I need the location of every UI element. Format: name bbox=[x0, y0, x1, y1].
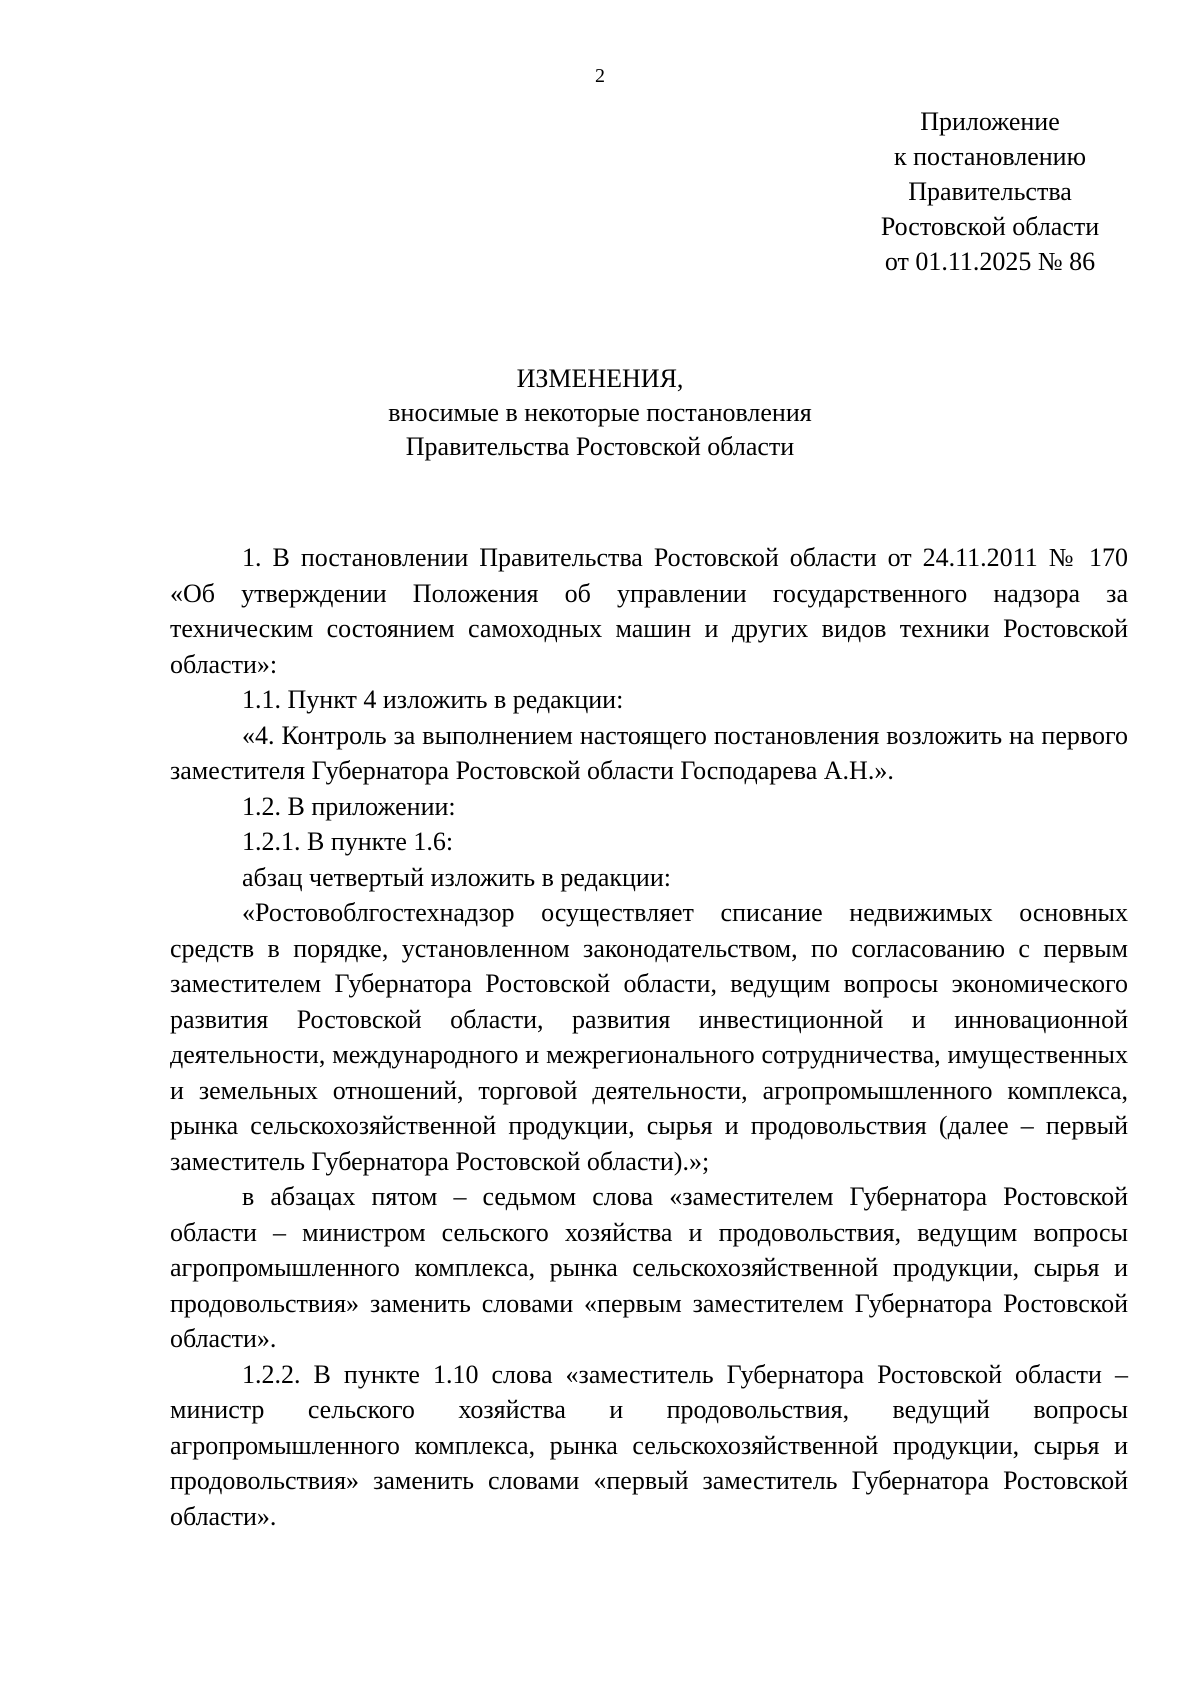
document-heading bbox=[0, 362, 1200, 464]
appendix-date-number: от 01.11.2025 № 86 bbox=[884, 247, 1096, 276]
appendix-title: Приложение bbox=[920, 107, 1060, 136]
document-subtitle: вносимые в некоторые постановления bbox=[388, 398, 812, 427]
paragraph: 1.2.1. В пункте 1.6: bbox=[242, 827, 454, 856]
paragraph: 1.2.2. В пункте 1.10 слова «заместитель Губернатора Ростовской области – министр сельского хозяйства и продовольствия, ведущий вопросы агропромышленного комплекса, рынка сельскохозяйственной продукции, сырья и продовольствия» заменить словами «первый заместитель Губернатора Ростовской области». bbox=[170, 1359, 1128, 1531]
paragraph: 1.2. В приложении: bbox=[242, 791, 456, 821]
paragraph: абзац четвертый изложить в редакции: bbox=[242, 862, 671, 892]
page-number: 2 bbox=[595, 65, 605, 87]
paragraph: «4. Контроль за выполнением настоящего постановления возложить на первого заместителя Губернатора Ростовской области Господарева А.Н.». bbox=[170, 720, 1128, 785]
paragraph: 1.1. Пункт 4 изложить в редакции: bbox=[242, 685, 624, 714]
paragraph: «Ростовоблгостехнадзор осуществляет списание недвижимых основных средств в порядке, установленном законодательством, по согласованию с первым заместителем Губернатора Ростовской области, ведущим вопросы экономического развития Ростовской области, развития инвестиционной и инновационной деятельности, международного и межрегионального сотрудничества, имущественных и земельных отношений, торговой деятельности, агропромышленного комплекса, рынка сельскохозяйственной продукции, сырья и продовольствия (далее – первый заместитель Губернатора Ростовской области).»; bbox=[170, 898, 1128, 1176]
appendix-line: Правительства bbox=[908, 177, 1072, 206]
document-body bbox=[170, 540, 1128, 1534]
paragraph: 1. В постановлении Правительства Ростовской области от 24.11.2011 № 170 «Об утверждении Положения об управлении государственного надзора за техническим состоянием самоходных машин и других видов техники Ростовской области»: bbox=[170, 543, 1128, 679]
appendix-header bbox=[840, 104, 1140, 279]
paragraph: в абзацах пятом – седьмом слова «заместителем Губернатора Ростовской области – министром сельского хозяйства и продовольствия, ведущим вопросы агропромышленного комплекса, рынка сельскохозяйственной продукции, сырья и продовольствия» заменить словами «первым заместителем Губернатора Ростовской области». bbox=[170, 1182, 1128, 1353]
document-title: ИЗМЕНЕНИЯ, bbox=[516, 364, 684, 393]
appendix-line: к постановлению bbox=[893, 142, 1087, 171]
appendix-line: Ростовской области bbox=[880, 212, 1100, 241]
document-subtitle: Правительства Ростовской области bbox=[405, 432, 795, 461]
